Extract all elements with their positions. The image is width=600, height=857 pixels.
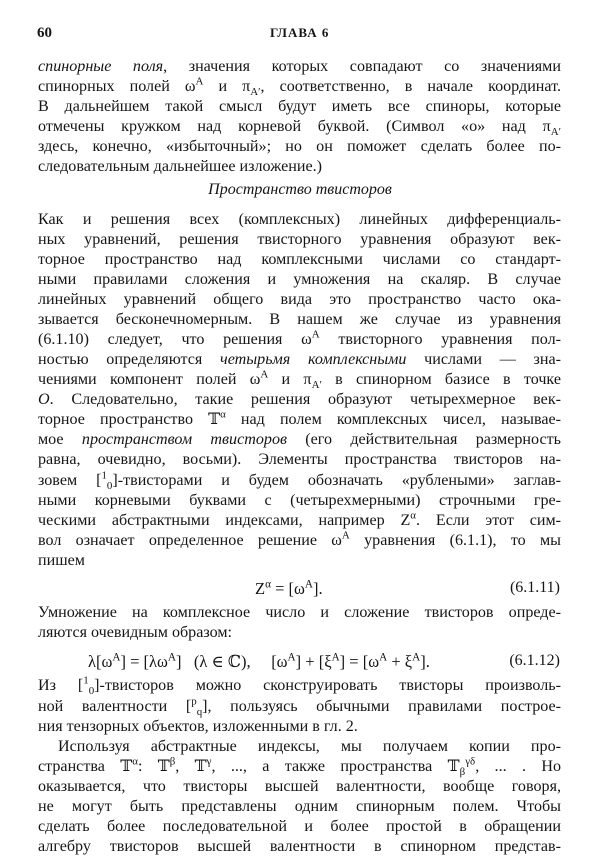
text-line: торное пространство 𝕋$^\alpha$ над полем комплексных чисел, называе- <box>38 408 561 428</box>
text-line: здесь, конечно, «избыточный»; но он поможет сделать более по- <box>38 138 561 155</box>
text-line: странства 𝕋$^\alpha$: 𝕋$^\beta$, 𝕋$^\gamma$, ..., а также пространства 𝕋$_\beta^{\gamma\delta}$, ... . Но <box>38 755 561 779</box>
text-line: пишем <box>38 552 85 569</box>
text-line: оказывается, что твисторы высшей валентности, вообще говоря, <box>38 778 561 795</box>
text-line: ной валентности [$^p_q$], пользуясь обычными правилами построе- <box>38 695 561 719</box>
display-equation: $Z^\alpha = [\omega^A]$. <box>255 578 323 598</box>
text-line: ных уравнений, решения твисторного уравнения образуют век- <box>38 231 561 248</box>
text-line: вол означает определенное решение $\omega^A$ уравнения (6.1.1), то мы <box>38 529 561 549</box>
text-line: зовем [$^1_0$]-твисторами и будем обозначать «рублеными» заглав- <box>38 469 562 493</box>
text-line: торное пространство над комплексными числами со стандарт- <box>38 251 561 268</box>
text-line: (6.1.10) следует, что решения $\omega^A$ твисторного уравнения пол- <box>38 328 561 348</box>
text-line: следовательным дальнейшее изложение.) <box>38 158 322 175</box>
text-line: ными правилами сложения и умножения на скаляр. В случае <box>38 271 561 288</box>
display-equation: $\lambda[\omega^A] = [\lambda\omega^A]$ (λ ∈ ℂ), $[\omega^A] + [\xi^A] = [\omega^A + \xi^A]$. <box>88 651 430 671</box>
text-line: O. Следовательно, такие решения образуют четырехмерное век- <box>38 391 561 408</box>
text-line: Используя абстрактные индексы, мы получаем копии про- <box>58 738 561 755</box>
text-line: ляются очевидным образом: <box>38 624 233 641</box>
text-line: спинорных полей $\omega^A$ и $\pi_{A'}$, соответственно, в начале координат. <box>38 75 561 99</box>
text-line: ностью определяются четырьмя комплексными числами — зна- <box>38 351 561 368</box>
text-line: мое пространством твисторов (его действительная размерность <box>38 431 561 448</box>
text-line: алгебру твисторов высшей валентности в спинорном представ- <box>38 838 561 855</box>
page-number: 60 <box>37 25 52 41</box>
equation-number: (6.1.11) <box>509 579 560 596</box>
text-line: линейных уравнений общего вида это пространство часто ока- <box>38 291 561 308</box>
text-line: не могут быть представлены одним спинорным полем. Чтобы <box>38 798 561 815</box>
text-line: ния тензорных объектов, изложенными в гл. 2. <box>38 718 358 735</box>
text-line: Умножение на комплексное число и сложение твисторов опреде- <box>38 604 561 621</box>
text-line: В дальнейшем такой смысл будут иметь все спиноры, которые <box>38 98 561 115</box>
text-line: спинорные поля, значения которых совпадают со значениями <box>38 58 561 75</box>
text-line: ными корневыми буквами с (четырехмерными) строчными гре- <box>38 492 561 509</box>
text-line: Из [$^1_0$]-твисторов можно сконструировать твисторы произволь- <box>38 674 561 698</box>
text-line: отмечены кружком над корневой буквой. (Символ «о» над $\pi_{A'}$ <box>38 118 561 139</box>
running-head: ГЛАВА 6 <box>270 25 330 40</box>
text-line: ческими абстрактными индексами, например $Z^\alpha$. Если этот сим- <box>38 509 561 529</box>
equation-number: (6.1.12) <box>509 652 560 669</box>
text-line: чениями компонент полей $\omega^A$ и $\pi_{A'}$ в спинорном базисе в точке <box>38 368 561 392</box>
text-line: равна, очевидно, восьми). Элементы пространства твисторов на- <box>38 451 561 468</box>
text-line: сделать более последовательной и более простой в обращении <box>38 818 561 835</box>
text-line: зывается бесконечномерным. В нашем же случае из уравнения <box>38 311 561 328</box>
text-line: Как и решения всех (комплексных) линейных дифференциаль- <box>38 211 561 228</box>
section-heading: Пространство твисторов <box>208 181 392 198</box>
